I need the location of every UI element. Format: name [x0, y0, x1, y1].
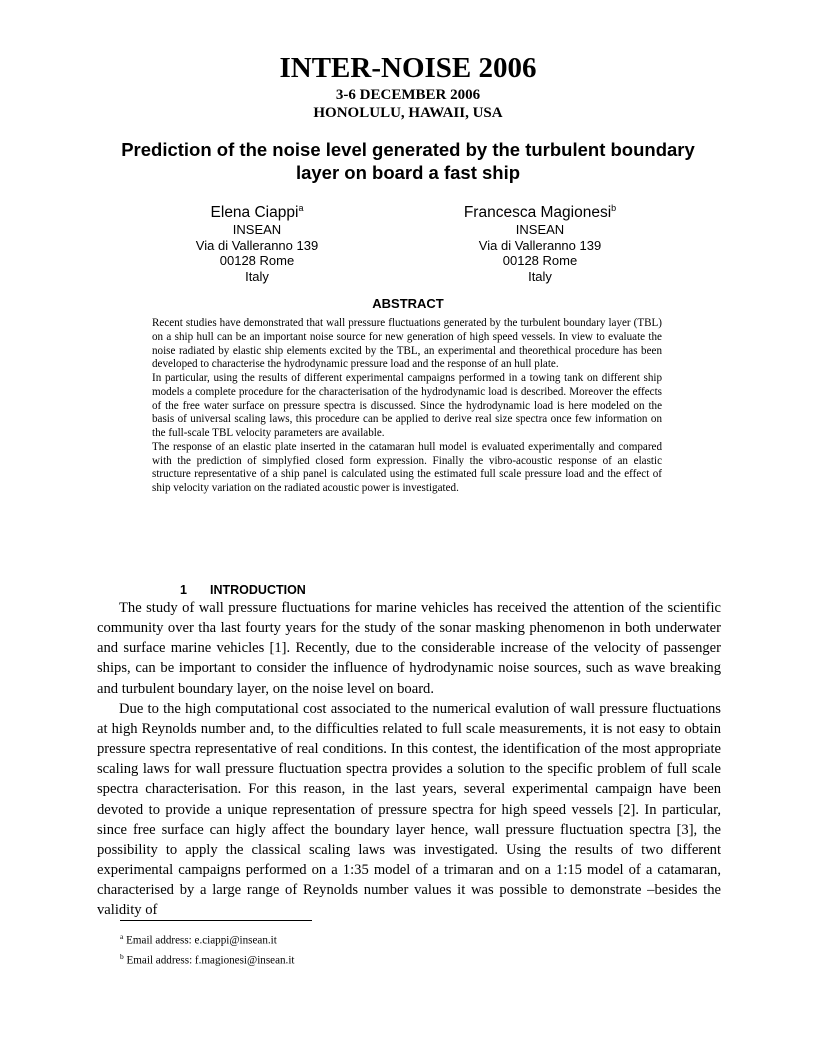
conference-location: HONOLULU, HAWAII, USA — [313, 105, 503, 121]
abstract-heading: ABSTRACT — [372, 296, 444, 311]
section-number: 1 — [180, 583, 187, 597]
paper-title: Prediction of the noise level generated by the turbulent boundary layer on board a fast ship — [121, 139, 695, 183]
footnote-b: $^b$ Email address: f.magionesi@insean.it — [120, 951, 295, 967]
body-paragraph: The study of wall pressure fluctuations for marine vehicles has received the attention of the scientific community over tha last fourty years for the study of the sonar masking phenomenon in both underwater and surface marine vehicles [1]. Recently, due to the considerable increase of the velocity of passenger ships, can be important to consider the influence of hydrodynamic noise sources, such as wave breaking and turbulent boundary layer, on the noise level on board. — [97, 600, 721, 697]
conference-name: INTER-NOISE 2006 — [279, 52, 537, 84]
author-name: Francesca Magionesi$^b$ — [463, 203, 617, 222]
abstract-body — [152, 317, 662, 496]
abstract-paragraph: In particular, using the results of different experimental campaigns performed in a towing tank on different ship models a complete procedure for the characterisation of the hydrodynamic load is described. Moreover the effects of the free water surface on pressure spectra is discussed. Since the hydrodynamic load is here modeled on the basis of universal scaling laws, this procedure can be applied to derive real size spectra once few information on the full-scale TBL velocity parameters are available. — [152, 372, 662, 439]
introduction-body — [97, 598, 721, 921]
author-postcode: 00128 Rome — [219, 253, 295, 269]
footnote-a: $^a$ Email address: e.ciappi@insean.it — [120, 932, 277, 947]
conference-dates: 3-6 DECEMBER 2006 — [335, 87, 481, 103]
author-name: Elena Ciappi$^a$ — [210, 203, 304, 222]
author-country: Italy — [245, 268, 269, 284]
author-street: Via di Valleranno 139 — [478, 237, 602, 253]
author-block-1 — [137, 199, 377, 284]
author-institute: INSEAN — [515, 222, 565, 238]
abstract-paragraph: Recent studies have demonstrated that wall pressure fluctuations generated by the turbulent boundary layer (TBL) on a ship hull can be an important noise source for new generation of high speed vessels. In view to evaluate the noise radiated by elastic ship elements excited by the TBL, an experimental and theorethical procedure has been developed to characterise the hydrodynamic pressure load and the response of an hull plate. — [152, 317, 662, 371]
author-country: Italy — [528, 268, 552, 284]
author-postcode: 00128 Rome — [502, 253, 578, 269]
footnotes — [120, 929, 520, 968]
section-heading-introduction — [180, 582, 306, 598]
author-street: Via di Valleranno 139 — [195, 237, 319, 253]
author-block-2 — [420, 199, 660, 284]
section-title: INTRODUCTION — [210, 583, 306, 597]
author-institute: INSEAN — [232, 222, 282, 238]
abstract-paragraph: The response of an elastic plate inserted in the catamaran hull model is evaluated experimentally and compared with the prediction of simplyfied closed form expression. Finally the vibro-acoustic response of an elastic structure representative of a ship panel is calculated using the estimated full scale pressure load and the effect of ship velocity variation on the radiated acoustic power is investigated. — [152, 440, 662, 494]
author-footnote-mark: b — [611, 203, 617, 213]
footnote-divider — [120, 920, 312, 921]
author-footnote-mark: a — [298, 203, 304, 213]
body-paragraph: Due to the high computational cost associated to the numerical evalution of wall pressure fluctuations at high Reynolds number and, to the difficulties related to full scale measurements, it is not easy to obtain pressure spectra representative of real conditions. In this contest, the identification of the most appropriate scaling laws for wall pressure fluctuation spectra provides a solution to the specific problem of full scale spectra characterisation. For this reason, in the last years, several experimental campaign have been devoted to provide a unique representation of pressure spectra for high speed vessels [2]. In particular, since free surface can higly affect the boundary layer hence, wall pressure fluctuation spectra [3], the possibility to apply the classical scaling laws was investigated. Using the results of two different experimental campaigns performed on a 1:35 model of a trimaran and on a 1:15 model of a catamaran, characterised by a large range of Reynolds number values it was possible to demonstrate –besides the validity of — [97, 700, 721, 919]
